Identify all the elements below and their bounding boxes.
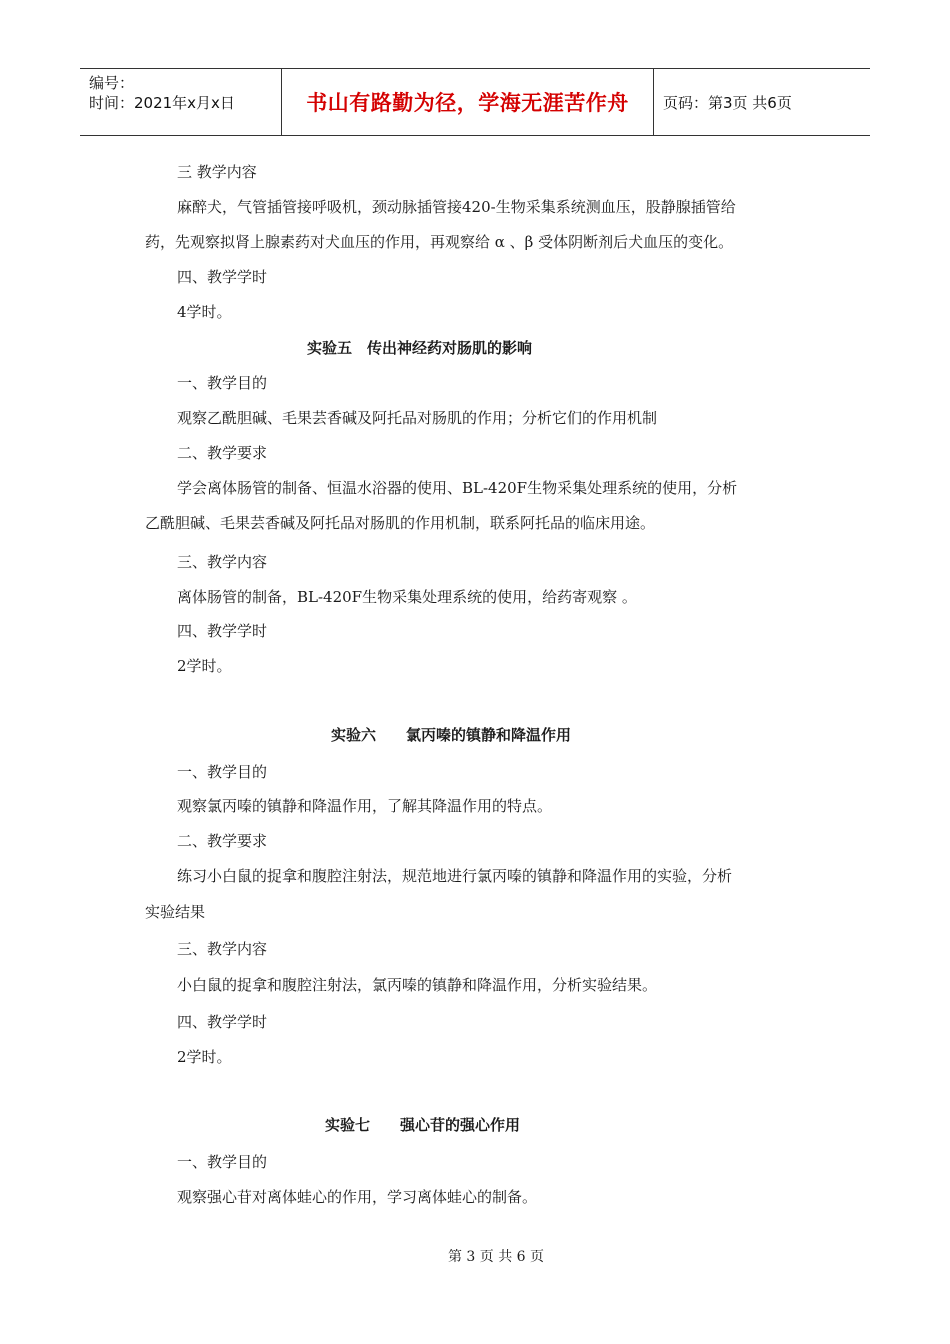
section-heading: 四、教学学时 <box>177 268 268 286</box>
page-header <box>80 68 870 136</box>
experiment-title: 实验七 强心苷的强心作用 <box>325 1116 521 1134</box>
section-heading: 二、教学要求 <box>177 444 268 462</box>
time-label: 时间：2021年x月x日 <box>89 94 235 112</box>
paragraph-line: 小白鼠的捉拿和腹腔注射法，氯丙嗪的镇静和降温作用，分析实验结果。 <box>177 976 658 994</box>
section-heading: 三 教学内容 <box>177 163 257 181</box>
paragraph-line: 学会离体肠管的制备、恒温水浴器的使用、BL-420F生物采集处理系统的使用，分析 <box>177 479 738 497</box>
paragraph-line: 练习小白鼠的捉拿和腹腔注射法，规范地进行氯丙嗪的镇静和降温作用的实验，分析 <box>177 867 733 885</box>
paragraph-line: 2学时。 <box>177 1048 232 1066</box>
header-meta <box>80 69 281 135</box>
section-heading: 二、教学要求 <box>177 832 268 850</box>
section-heading: 一、教学目的 <box>177 763 268 781</box>
section-heading: 一、教学目的 <box>177 1153 268 1171</box>
paragraph-line: 药，先观察拟肾上腺素药对犬血压的作用，再观察给 α 、β 受体阴断剂后犬血压的变化。 <box>145 233 734 251</box>
section-heading: 四、教学学时 <box>177 622 268 640</box>
experiment-title: 实验五 传出神经药对肠肌的影响 <box>307 339 533 357</box>
paragraph-line: 观察强心苷对离体蛙心的作用，学习离体蛙心的制备。 <box>177 1188 538 1206</box>
section-heading: 四、教学学时 <box>177 1013 268 1031</box>
page-footer: 第 3 页 共 6 页 <box>447 1249 545 1265</box>
experiment-title: 实验六 氯丙嗪的镇静和降温作用 <box>331 726 572 744</box>
header-page-label: 页码：第3页 共6页 <box>663 93 792 112</box>
paragraph-line: 4学时。 <box>177 303 232 321</box>
paragraph-line: 观察氯丙嗪的镇静和降温作用，了解其降温作用的特点。 <box>177 797 553 815</box>
paragraph-line: 乙酰胆碱、毛果芸香碱及阿托品对肠肌的作用机制，联系阿托品的临床用途。 <box>145 514 656 532</box>
section-heading: 三、教学内容 <box>177 940 268 958</box>
number-label: 编号： <box>89 74 135 92</box>
paragraph-line: 麻醉犬，气管插管接呼吸机，颈动脉插管接420-生物采集系统测血压，股静腺插管给 <box>177 198 736 216</box>
paragraph-line: 实验结果 <box>145 903 206 921</box>
section-heading: 一、教学目的 <box>177 374 268 392</box>
section-heading: 三、教学内容 <box>177 553 268 571</box>
paragraph-line: 观察乙酰胆碱、毛果芸香碱及阿托品对肠肌的作用；分析它们的作用机制 <box>177 409 658 427</box>
header-motto: 书山有路勤为径，学海无涯苦作舟 <box>281 69 654 135</box>
paragraph-line: 离体肠管的制备，BL-420F生物采集处理系统的使用，给药寄观察 。 <box>177 588 637 606</box>
paragraph-line: 2学时。 <box>177 657 232 675</box>
